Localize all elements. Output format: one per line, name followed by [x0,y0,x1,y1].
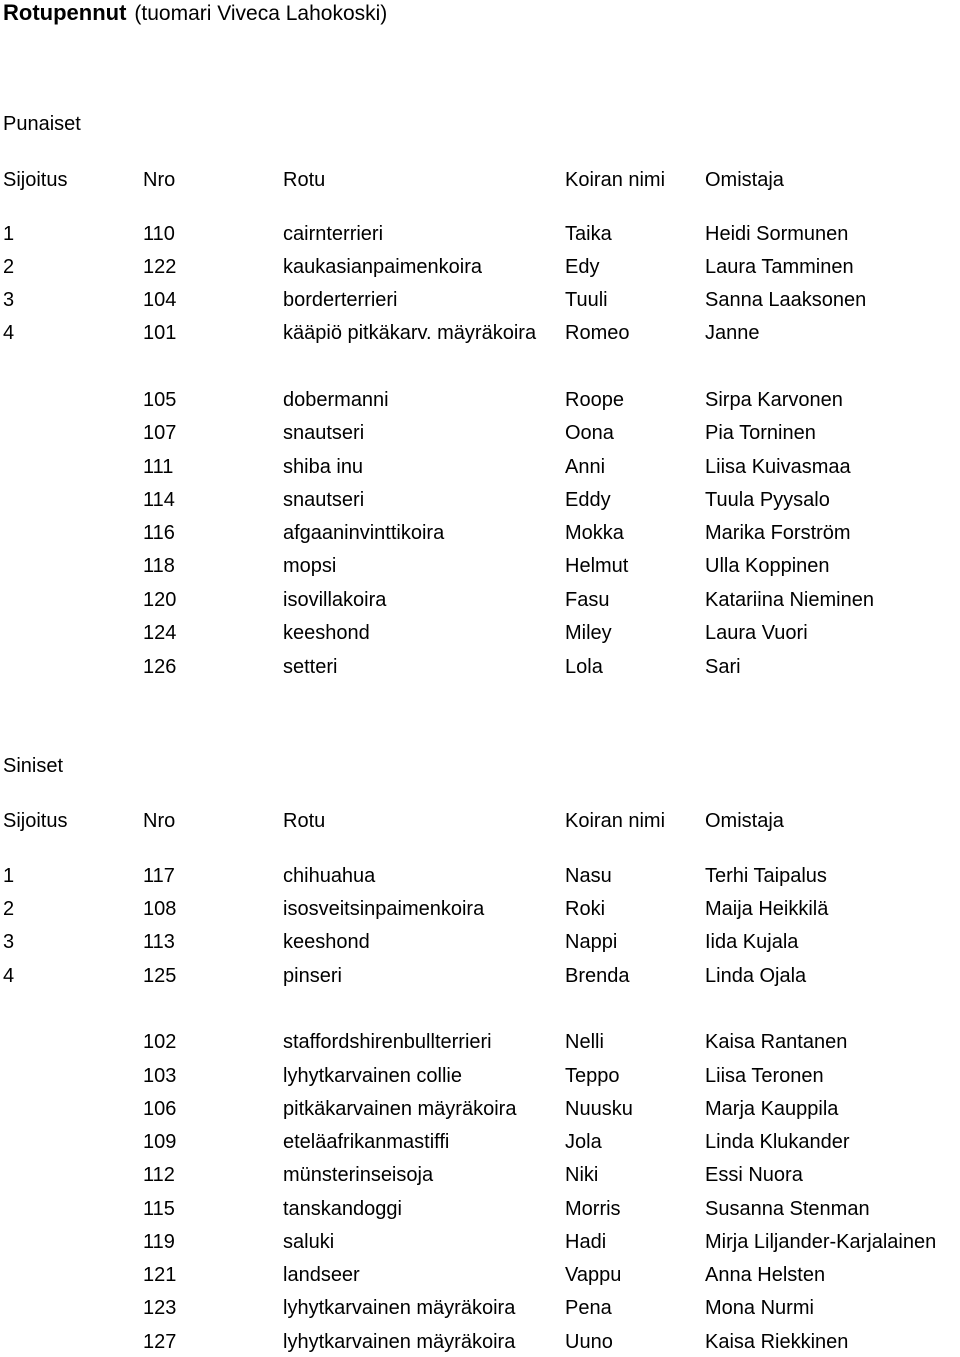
cell-rotu: snautseri [283,422,365,444]
cell-koiran-nimi: Pena [565,1297,612,1319]
cell-omistaja: Kaisa Riekkinen [705,1331,849,1353]
cell-nro: 127 [143,1331,177,1353]
cell-koiran-nimi: Nuusku [565,1098,633,1120]
cell-nro: 107 [143,422,177,444]
table-row [0,518,960,548]
cell-rotu: lyhytkarvainen mäyräkoira [283,1297,516,1319]
cell-nro: 114 [143,489,175,511]
cell-omistaja: Liisa Teronen [705,1065,824,1087]
cell-nro: 122 [143,256,177,278]
cell-omistaja: Sirpa Karvonen [705,389,843,411]
cell-nro: 105 [143,389,177,411]
cell-sijoitus: 3 [3,931,15,953]
cell-rotu: isosveitsinpaimenkoira [283,898,485,920]
cell-koiran-nimi: Miley [565,622,612,644]
cell-omistaja: Laura Vuori [705,622,808,644]
cell-koiran-nimi: Jola [565,1131,602,1153]
table-row [0,219,960,249]
table-row [0,894,960,924]
title-main: Rotupennut [3,0,127,25]
cell-omistaja: Katariina Nieminen [705,589,874,611]
cell-rotu: kääpiö pitkäkarv. mäyräkoira [283,322,537,344]
cell-omistaja: Maija Heikkilä [705,898,829,920]
cell-sijoitus: 3 [3,289,15,311]
cell-rotu: borderterrieri [283,289,398,311]
cell-omistaja: Mona Nurmi [705,1297,814,1319]
cell-koiran-nimi: Tuuli [565,289,608,311]
cell-omistaja: Liisa Kuivasmaa [705,456,851,478]
table-row [0,618,960,648]
table-row [0,1127,960,1157]
cell-omistaja: Linda Klukander [705,1131,850,1153]
cell-omistaja: Marja Kauppila [705,1098,839,1120]
cell-omistaja: Sanna Laaksonen [705,289,867,311]
cell-koiran-nimi: Teppo [565,1065,620,1087]
cell-sijoitus: 1 [3,223,15,245]
cell-rotu: pitkäkarvainen mäyräkoira [283,1098,517,1120]
table-row [0,1260,960,1290]
cell-omistaja: Heidi Sormunen [705,223,849,245]
header-rotu: Rotu [283,169,326,191]
cell-koiran-nimi: Anni [565,456,606,478]
cell-sijoitus: 2 [3,256,15,278]
cell-rotu: münsterinseisoja [283,1164,434,1186]
cell-nro: 120 [143,589,177,611]
cell-omistaja: Tuula Pyysalo [705,489,830,511]
header-sijoitus: Sijoitus [3,169,68,191]
cell-koiran-nimi: Romeo [565,322,630,344]
cell-rotu: keeshond [283,622,370,644]
table-row [0,927,960,957]
cell-rotu: eteläafrikanmastiffi [283,1131,450,1153]
header-rotu: Rotu [283,810,326,832]
cell-rotu: chihuahua [283,865,376,887]
cell-koiran-nimi: Eddy [565,489,611,511]
cell-rotu: lyhytkarvainen collie [283,1065,462,1087]
table-row [0,1293,960,1323]
cell-rotu: keeshond [283,931,370,953]
cell-koiran-nimi: Oona [565,422,614,444]
cell-omistaja: Ulla Koppinen [705,555,830,577]
cell-nro: 111 [143,456,174,478]
cell-omistaja: Pia Torninen [705,422,816,444]
section-label-punaiset: Punaiset [3,113,81,135]
cell-omistaja: Linda Ojala [705,965,807,987]
cell-rotu: isovillakoira [283,589,387,611]
table-row [0,1194,960,1224]
cell-omistaja: Marika Forström [705,522,851,544]
cell-koiran-nimi: Edy [565,256,600,278]
cell-omistaja: Janne [705,322,760,344]
cell-omistaja: Essi Nuora [705,1164,803,1186]
cell-rotu: kaukasianpaimenkoira [283,256,483,278]
cell-koiran-nimi: Mokka [565,522,624,544]
header-row-siniset [0,806,960,836]
table-row [0,1327,960,1357]
table-row [0,285,960,315]
table-row [0,652,960,682]
cell-nro: 112 [143,1164,175,1186]
cell-omistaja: Susanna Stenman [705,1198,870,1220]
cell-nro: 124 [143,622,177,644]
cell-sijoitus: 4 [3,322,15,344]
cell-rotu: afgaaninvinttikoira [283,522,445,544]
cell-nro: 117 [143,865,175,887]
cell-koiran-nimi: Vappu [565,1264,622,1286]
header-nro: Nro [143,169,176,191]
cell-rotu: setteri [283,656,338,678]
cell-nro: 106 [143,1098,177,1120]
header-sijoitus: Sijoitus [3,810,68,832]
cell-koiran-nimi: Nappi [565,931,618,953]
cell-omistaja: Anna Helsten [705,1264,826,1286]
cell-koiran-nimi: Taika [565,223,612,245]
cell-koiran-nimi: Fasu [565,589,610,611]
cell-rotu: tanskandoggi [283,1198,402,1220]
header-koiran-nimi: Koiran nimi [565,810,666,832]
cell-rotu: pinseri [283,965,342,987]
cell-nro: 126 [143,656,177,678]
cell-omistaja: Kaisa Rantanen [705,1031,848,1053]
cell-nro: 110 [143,223,175,245]
cell-omistaja: Terhi Taipalus [705,865,827,887]
header-row-punaiset [0,165,960,195]
cell-nro: 103 [143,1065,177,1087]
cell-rotu: saluki [283,1231,335,1253]
cell-koiran-nimi: Nelli [565,1031,604,1053]
cell-koiran-nimi: Hadi [565,1231,607,1253]
cell-omistaja: Iida Kujala [705,931,799,953]
table-row [0,551,960,581]
table-row [0,385,960,415]
table-row [0,1227,960,1257]
cell-nro: 115 [143,1198,175,1220]
table-row [0,961,960,991]
cell-koiran-nimi: Helmut [565,555,629,577]
cell-nro: 116 [143,522,175,544]
table-row [0,452,960,482]
cell-rotu: snautseri [283,489,365,511]
table-row [0,252,960,282]
table-row [0,485,960,515]
cell-rotu: shiba inu [283,456,364,478]
cell-sijoitus: 4 [3,965,15,987]
section-label-siniset: Siniset [3,755,64,777]
cell-nro: 101 [143,322,177,344]
table-row [0,418,960,448]
table-row [0,318,960,348]
header-koiran-nimi: Koiran nimi [565,169,666,191]
title-subtitle: (tuomari Viveca Lahokoski) [134,2,388,25]
cell-omistaja: Laura Tamminen [705,256,854,278]
cell-koiran-nimi: Nasu [565,865,612,887]
table-row [0,585,960,615]
header-omistaja: Omistaja [705,810,784,832]
header-nro: Nro [143,810,176,832]
table-row [0,861,960,891]
cell-rotu: lyhytkarvainen mäyräkoira [283,1331,516,1353]
cell-koiran-nimi: Morris [565,1198,621,1220]
cell-rotu: landseer [283,1264,360,1286]
cell-rotu: cairnterrieri [283,223,384,245]
table-row [0,1160,960,1190]
cell-nro: 123 [143,1297,177,1319]
table-row [0,1094,960,1124]
table-row [0,1061,960,1091]
cell-omistaja: Sari [705,656,741,678]
cell-nro: 108 [143,898,177,920]
cell-koiran-nimi: Niki [565,1164,599,1186]
cell-sijoitus: 2 [3,898,15,920]
header-omistaja: Omistaja [705,169,784,191]
cell-koiran-nimi: Roki [565,898,606,920]
page-title [3,0,387,26]
cell-nro: 104 [143,289,177,311]
cell-nro: 119 [143,1231,175,1253]
cell-rotu: mopsi [283,555,337,577]
cell-rotu: dobermanni [283,389,389,411]
cell-rotu: staffordshirenbullterrieri [283,1031,492,1053]
cell-nro: 118 [143,555,175,577]
cell-koiran-nimi: Uuno [565,1331,613,1353]
cell-nro: 102 [143,1031,177,1053]
table-row [0,1027,960,1057]
cell-omistaja: Mirja Liljander-Karjalainen [705,1231,937,1253]
cell-koiran-nimi: Roope [565,389,624,411]
cell-nro: 109 [143,1131,177,1153]
cell-koiran-nimi: Lola [565,656,603,678]
cell-nro: 125 [143,965,177,987]
cell-nro: 121 [143,1264,177,1286]
cell-koiran-nimi: Brenda [565,965,630,987]
cell-nro: 113 [143,931,175,953]
cell-sijoitus: 1 [3,865,15,887]
